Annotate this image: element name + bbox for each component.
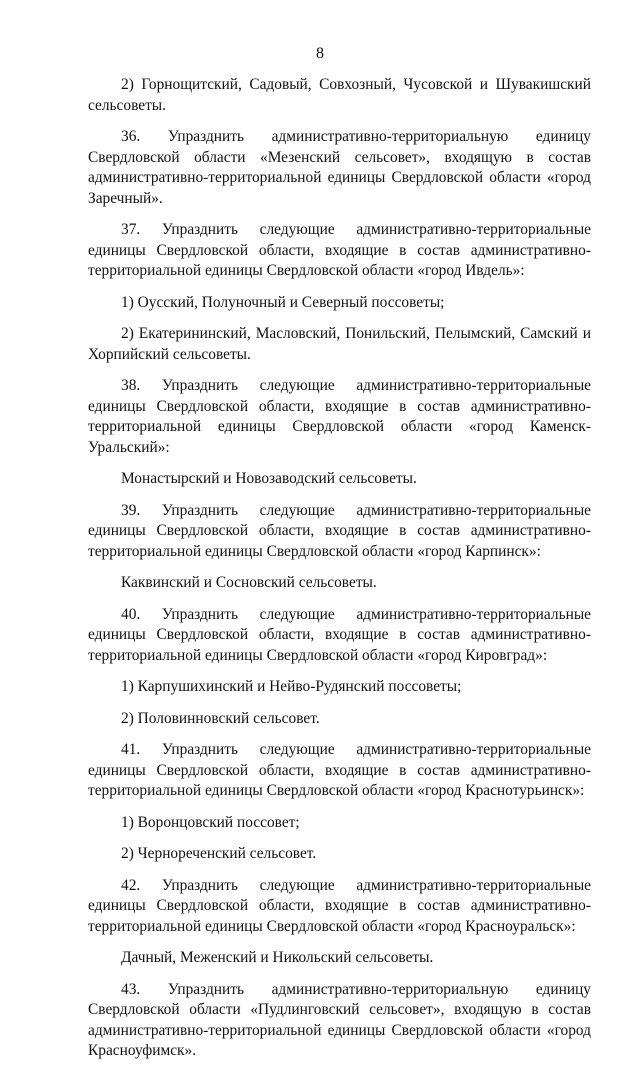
paragraph: 1) Оусский, Полуночный и Северный поссоветы; [121, 293, 445, 311]
page-number: 8 [316, 45, 324, 62]
paragraph: 2) Половинновский сельсовет. [121, 709, 320, 727]
paragraph: 38. Упразднить следующие административно-территориальные единицы Свердловской области, входящие в состав административно-территориальной единицы Свердловской области «город Каменск-Уральский»: [88, 377, 591, 456]
paragraph: 43. Упразднить административно-территориальную единицу Свердловской области «Пудлинговский сельсовет», входящую в состав административно-территориальной единицы Свердловской области «город Красноуфимск». [88, 980, 591, 1059]
paragraph: 1) Воронцовский поссовет; [121, 813, 300, 831]
paragraph: Каквинский и Сосновский сельсоветы. [121, 574, 377, 591]
paragraph: 40. Упразднить следующие административно-территориальные единицы Свердловской области, входящие в состав административно-территориальной единицы Свердловской области «город Кировград»: [88, 605, 591, 664]
document-body [88, 75, 591, 1073]
paragraph: 2) Чернореченский сельсовет. [121, 845, 317, 862]
paragraph: 2) Екатерининский, Масловский, Понильский, Пелымский, Самский и Хорпийский сельсоветы. [88, 325, 591, 363]
paragraph: Монастырский и Новозаводский сельсоветы. [121, 470, 417, 487]
paragraph: 36. Упразднить административно-территориальную единицу Свердловской области «Мезенский сельсовет», входящую в состав административно-территориальной единицы Свердловской области «город Заречный». [88, 128, 591, 207]
paragraph: 37. Упразднить следующие административно-территориальные единицы Свердловской области, входящие в состав административно-территориальной единицы Свердловской области «город Ивдель»: [88, 221, 591, 279]
paragraph: 2) Горнощитский, Садовый, Совхозный, Чусовской и Шувакишский сельсоветы. [88, 76, 591, 114]
paragraph: 39. Упразднить следующие административно-территориальные единицы Свердловской области, входящие в состав административно-территориальной единицы Свердловской области «город Карпинск»: [88, 501, 591, 560]
paragraph: 1) Карпушихинский и Нейво-Рудянский поссоветы; [121, 678, 462, 695]
paragraph: 42. Упразднить следующие административно-территориальные единицы Свердловской области, входящие в состав административно-территориальной единицы Свердловской области «город Красноуральск»: [88, 876, 591, 935]
paragraph: 41. Упразднить следующие административно-территориальные единицы Свердловской области, входящие в состав административно-территориальной единицы Свердловской области «город Краснотурьинск»: [88, 741, 591, 799]
paragraph: Дачный, Меженский и Никольский сельсоветы. [121, 949, 434, 966]
